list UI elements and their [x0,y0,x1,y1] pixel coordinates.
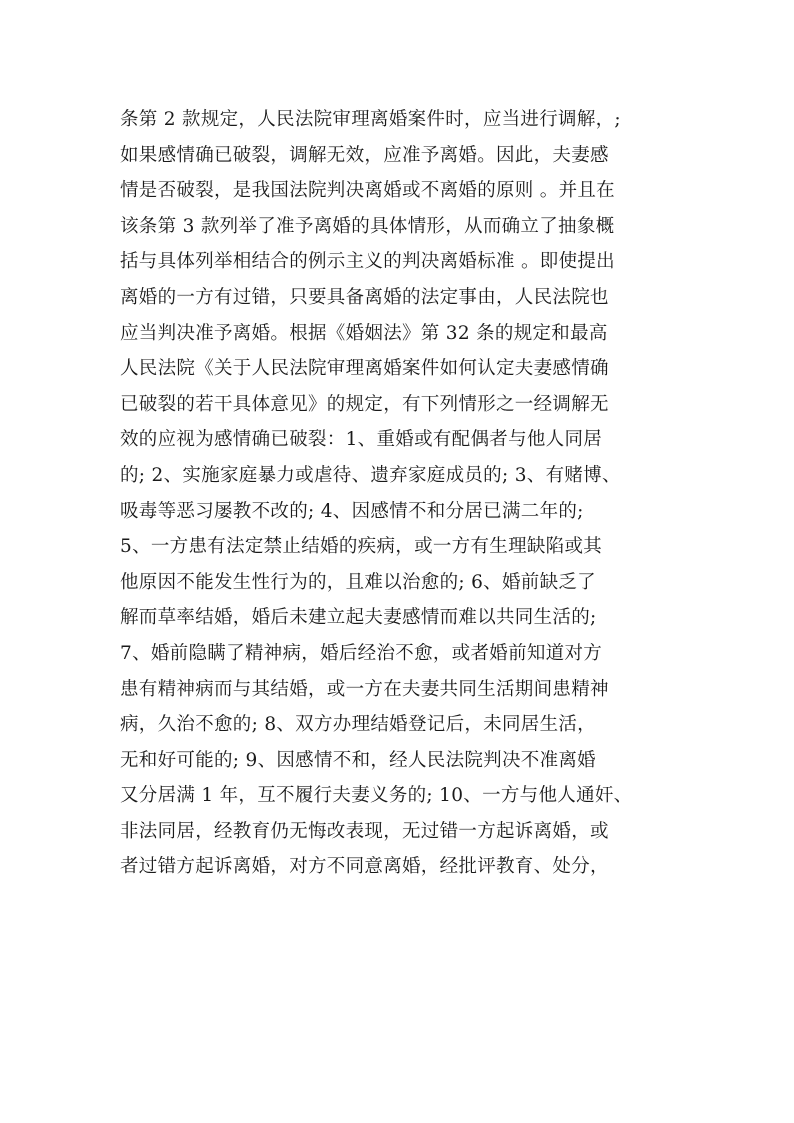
text-line: 条第 2 款规定，人民法院审理离婚案件时，应当进行调解，; [120,109,621,130]
text-line: 效的应视为感情确已破裂：1、重婚或有配偶者与他人同居 [120,429,603,451]
text-line: 离婚的一方有过错，只要具备离婚的法定事由，人民法院也 [120,286,609,308]
text-line: 者过错方起诉离婚，对方不同意离婚，经批评教育、处分， [120,856,609,878]
text-line: 5、一方患有法定禁止结婚的疾病，或一方有生理缺陷或其 [120,536,603,558]
body-text [120,102,700,885]
text-line: 7、婚前隐瞒了精神病，婚后经治不愈，或者婚前知道对方 [120,642,603,664]
text-line: 括与具体列举相结合的例示主义的判决离婚标准 。即使提出 [120,251,615,273]
text-line: 又分居满 1 年，互不履行夫妻义务的; 10、一方与他人通奸、 [120,785,633,807]
text-line: 的; 2、实施家庭暴力或虐待、遗弃家庭成员的; 3、有赌博、 [120,464,621,486]
text-line: 无和好可能的; 9、因感情不和，经人民法院判决不准离婚 [120,749,596,771]
text-line: 如果感情确已破裂，调解无效，应准予离婚。因此，夫妻感 [120,144,609,166]
text-line: 该条第 3 款列举了准予离婚的具体情形，从而确立了抽象概 [120,215,615,237]
text-line: 情是否破裂，是我国法院判决离婚或不离婚的原则 。并且在 [120,180,615,202]
text-line: 人民法院《关于人民法院审理离婚案件如何认定夫妻感情确 [120,358,609,380]
text-line: 患有精神病而与其结婚，或一方在夫妻共同生活期间患精神 [120,678,609,700]
text-line: 应当判决准予离婚。根据《婚姻法》第 32 条的规定和最高 [120,322,608,344]
text-line: 吸毒等恶习屡教不改的; 4、因感情不和分居已满二年的; [120,500,584,522]
text-line: 非法同居，经教育仍无悔改表现，无过错一方起诉离婚，或 [120,820,609,842]
text-line: 他原因不能发生性行为的，且难以治愈的; 6、婚前缺乏了 [120,571,596,593]
text-line: 病，久治不愈的; 8、双方办理结婚登记后，未同居生活， [120,714,596,736]
text-line: 已破裂的若干具体意见》的规定，有下列情形之一经调解无 [120,393,609,415]
text-line: 解而草率结婚，婚后未建立起夫妻感情而难以共同生活的; [120,607,597,629]
